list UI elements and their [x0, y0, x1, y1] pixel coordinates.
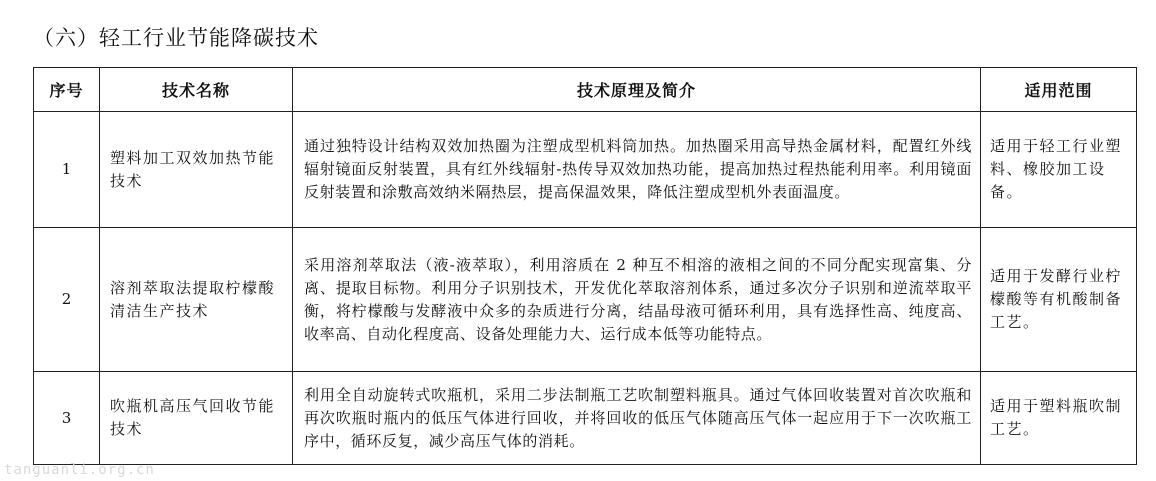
- cell-principle-description: 采用溶剂萃取法（液-液萃取），利用溶质在 2 种互不相溶的液相之间的不同分配实现富集、分离、提取目标物。利用分子识别技术，开发优化萃取溶剂体系，通过多次分子识别和逆流萃取平衡，将柠檬酸与发酵液中众多的杂质进行分离，结晶母液可循环利用，具有选择性高、纯度高、收率高、自动化程度高、设备处理能力大、运行成本低等功能特点。: [293, 228, 981, 372]
- technology-table: [33, 67, 1137, 465]
- cell-application-scope: 适用于塑料瓶吹制工艺。: [981, 372, 1137, 465]
- cell-technology-name: 吹瓶机高压气回收节能技术: [100, 372, 293, 465]
- watermark: tanguanli.org.cn: [4, 462, 155, 478]
- cell-technology-name: 塑料加工双效加热节能技术: [100, 112, 293, 228]
- table-row: [34, 112, 1137, 228]
- header-principle-description: 技术原理及简介: [293, 68, 981, 112]
- header-application-scope: 适用范围: [981, 68, 1137, 112]
- cell-principle-description: 利用全自动旋转式吹瓶机，采用二步法制瓶工艺吹制塑料瓶具。通过气体回收装置对首次吹瓶和再次吹瓶时瓶内的低压气体进行回收，并将回收的低压气体随高压气体一起应用于下一次吹瓶工序中，循环反复，减少高压气体的消耗。: [293, 372, 981, 465]
- header-serial-number: 序号: [34, 68, 100, 112]
- cell-serial-number: 2: [34, 228, 100, 372]
- header-technology-name: 技术名称: [100, 68, 293, 112]
- cell-serial-number: 1: [34, 112, 100, 228]
- cell-application-scope: 适用于轻工行业塑料、橡胶加工设备。: [981, 112, 1137, 228]
- table-row: [34, 372, 1137, 465]
- cell-technology-name: 溶剂萃取法提取柠檬酸清洁生产技术: [100, 228, 293, 372]
- section-title: （六）轻工行业节能降碳技术: [33, 26, 319, 50]
- cell-application-scope: 适用于发酵行业柠檬酸等有机酸制备工艺。: [981, 228, 1137, 372]
- table-header-row: [34, 68, 1137, 112]
- cell-serial-number: 3: [34, 372, 100, 465]
- cell-principle-description: 通过独特设计结构双效加热圈为注塑成型机料筒加热。加热圈采用高导热金属材料，配置红外线辐射镜面反射装置，具有红外线辐射-热传导双效加热功能，提高加热过程热能利用率。利用镜面反射装置和涂敷高效纳米隔热层，提高保温效果，降低注塑成型机外表面温度。: [293, 112, 981, 228]
- table-row: [34, 228, 1137, 372]
